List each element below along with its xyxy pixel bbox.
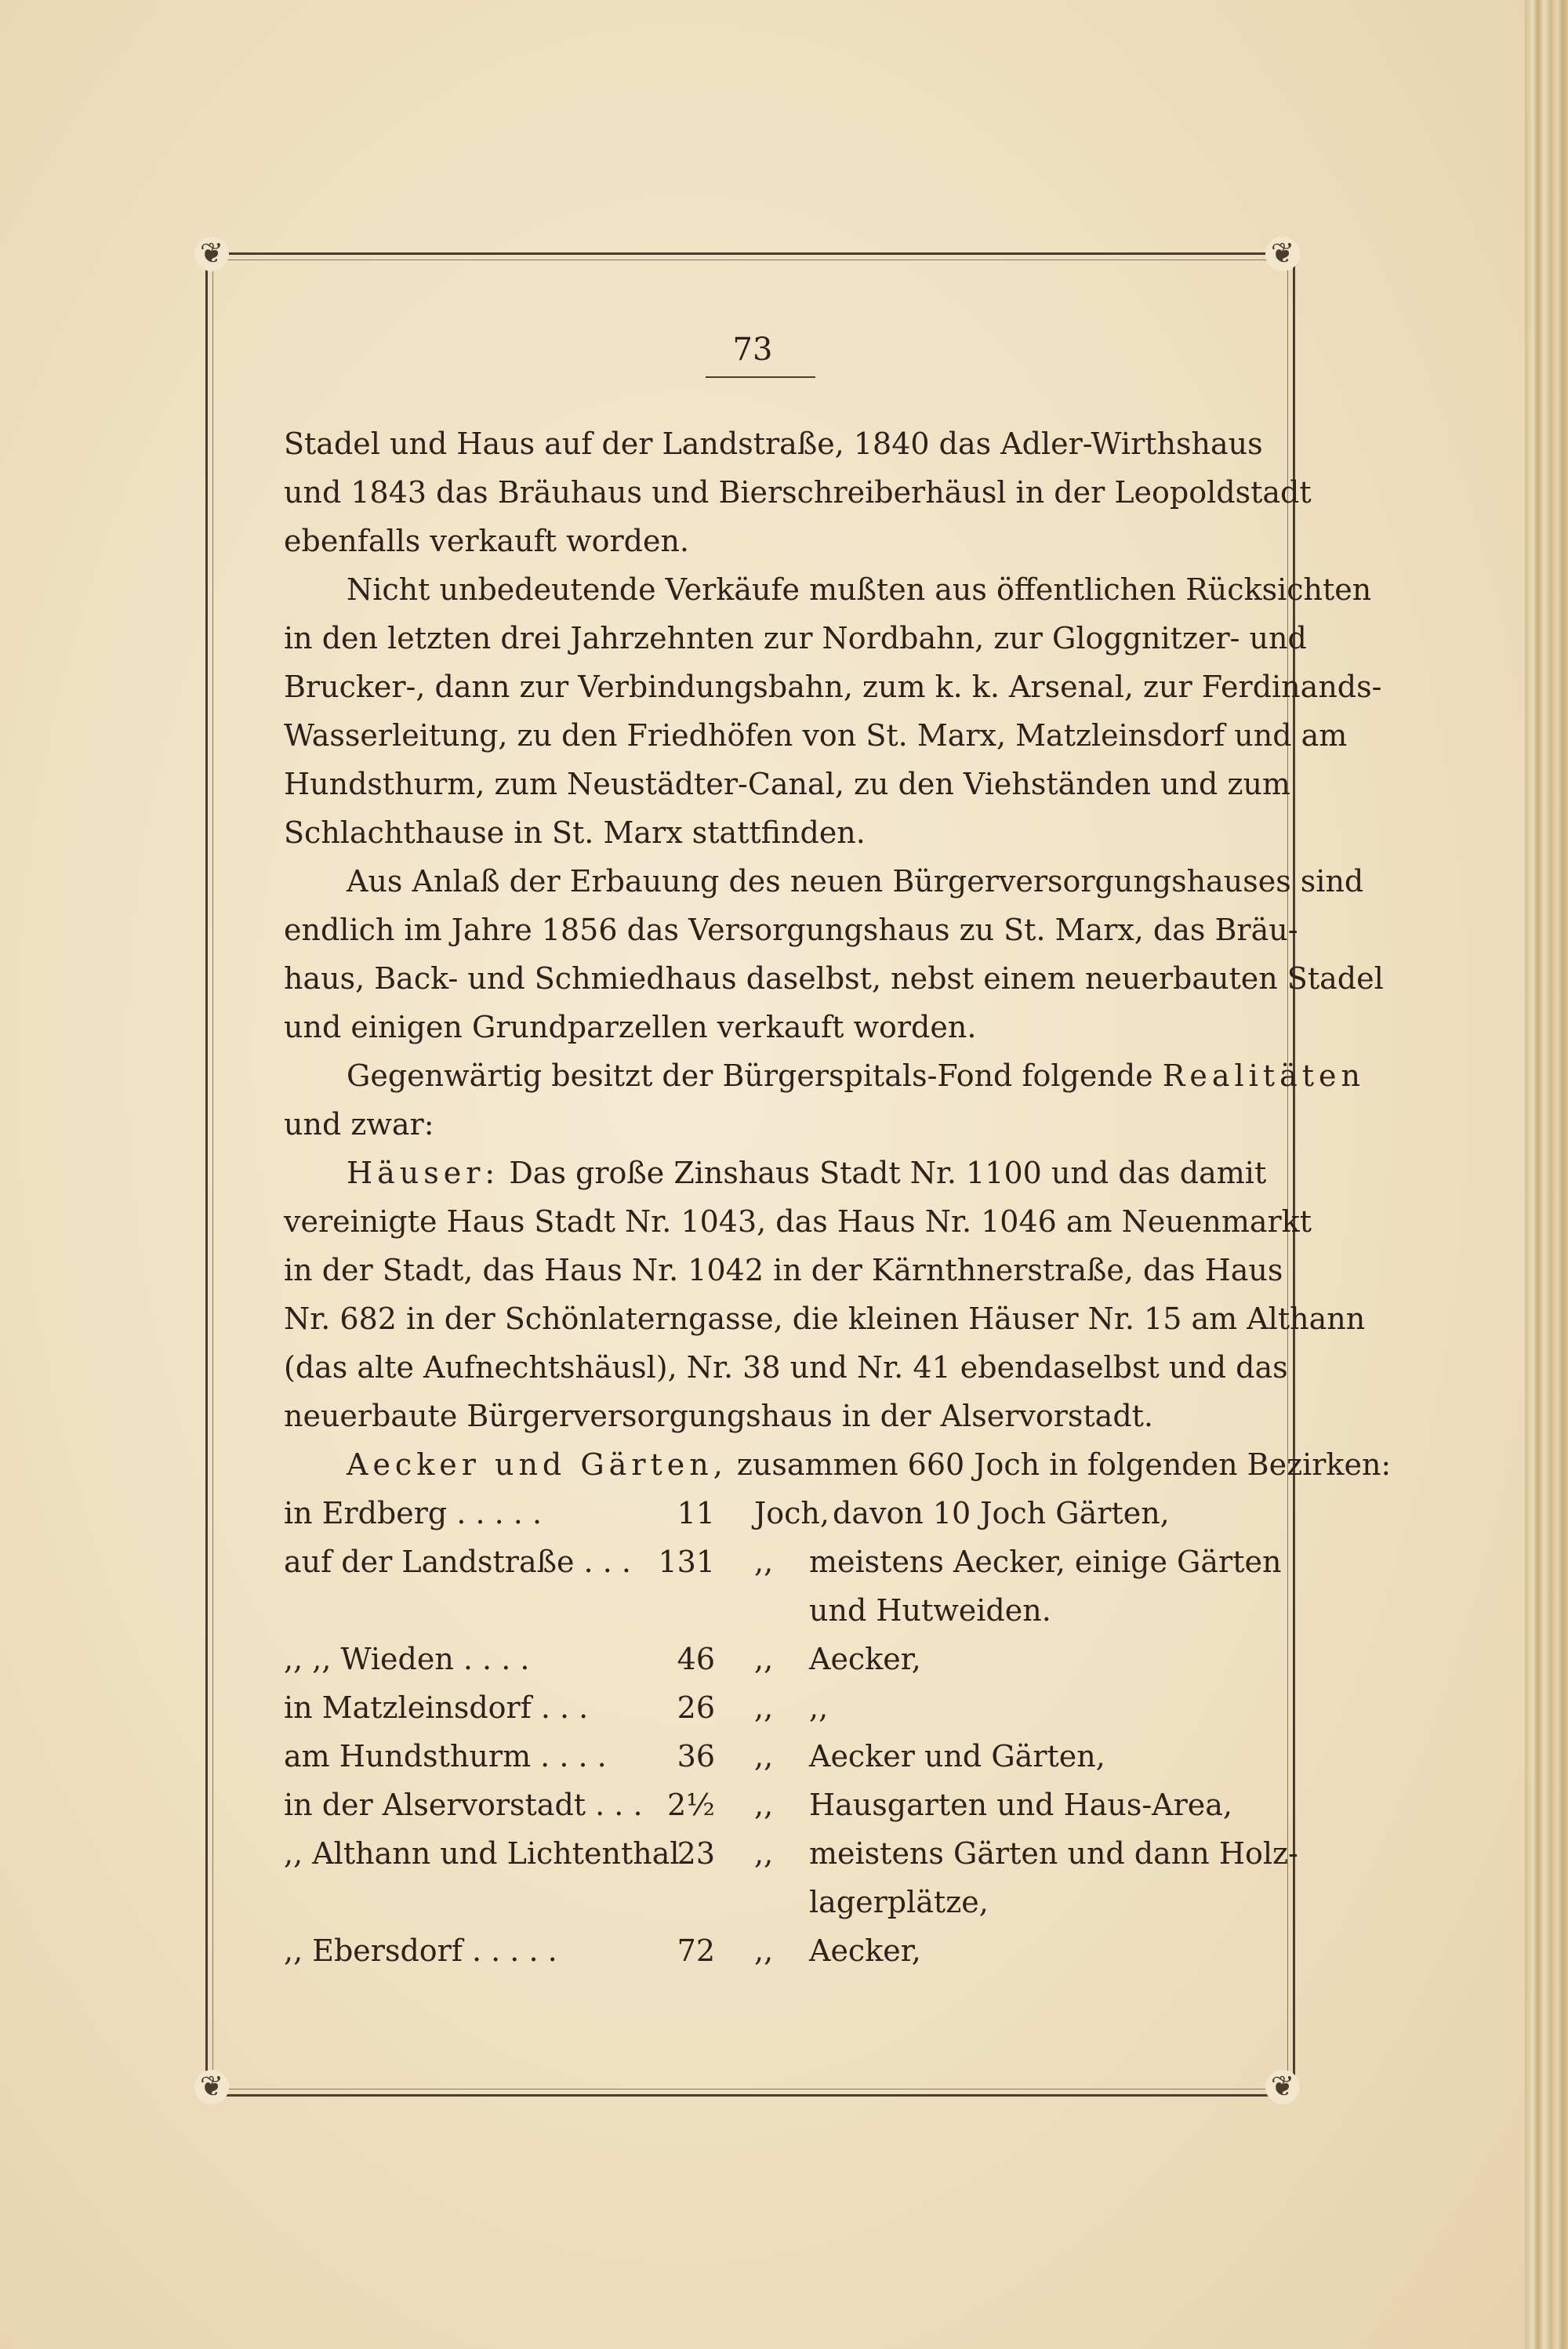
page-body (284, 419, 1392, 1975)
table-place: auf der Landstraße . . . (284, 1545, 631, 1579)
land-table (284, 1489, 1298, 1975)
table-unit: ,, (754, 1545, 774, 1579)
text-line: Hundsthurm, zum Neustädter-Canal, zu den Viehständen und zum (284, 767, 1290, 801)
table-description: meistens Aecker, einige Gärten (809, 1545, 1282, 1579)
table-unit: Joch, (754, 1496, 829, 1530)
table-description: ,, (809, 1690, 829, 1725)
table-amount: 26 (677, 1690, 715, 1725)
corner-ornament-icon: ❦ (1265, 2070, 1300, 2104)
table-place: am Hundsthurm . . . . (284, 1739, 607, 1774)
table-place: ,, ,, Wieden . . . . (284, 1642, 530, 1676)
table-place: in Erdberg . . . . . (284, 1496, 543, 1530)
text-line: und zwar: (284, 1107, 434, 1142)
text-line: Wasserleitung, zu den Friedhöfen von St. Marx, Matzleinsdorf und am (284, 718, 1348, 753)
table-amount: 11 (677, 1496, 715, 1530)
table-unit: ,, (754, 1788, 774, 1822)
text-segment: Gegenwärtig besitzt der Bürgerspitals-Fond folgende (347, 1058, 1153, 1093)
table-unit: ,, (754, 1739, 774, 1774)
corner-ornament-icon: ❦ (1265, 237, 1300, 271)
text-line (284, 1149, 1267, 1197)
text-line: in der Stadt, das Haus Nr. 1042 in der Kärnthnerstraße, das Haus (284, 1253, 1283, 1287)
table-description: Aecker, (809, 1642, 921, 1676)
table-amount: 131 (658, 1545, 715, 1579)
table-amount: 2½ (666, 1788, 715, 1822)
text-line (284, 1440, 1392, 1489)
table-description: meistens Gärten und dann Holz- (809, 1836, 1298, 1871)
table-row (284, 1926, 1225, 1975)
table-row (284, 1829, 1298, 1878)
table-unit: ,, (754, 1933, 774, 1968)
spaced-emphasis: Realitäten (1162, 1058, 1365, 1093)
table-amount: 23 (677, 1836, 715, 1871)
table-unit: ,, (754, 1836, 774, 1871)
table-amount: 46 (677, 1642, 715, 1676)
table-description-continued: und Hutweiden. (809, 1593, 1051, 1628)
text-line: vereinigte Haus Stadt Nr. 1043, das Haus Nr. 1046 am Neuenmarkt (284, 1204, 1312, 1239)
table-row (284, 1732, 1225, 1781)
table-amount: 36 (677, 1739, 715, 1774)
table-description: davon 10 Joch Gärten, (833, 1496, 1170, 1530)
text-line: haus, Back- und Schmiedhaus daselbst, nebst einem neuerbauten Stadel (284, 961, 1384, 996)
text-line: Nr. 682 in der Schönlaterngasse, die kleinen Häuser Nr. 15 am Althann (284, 1302, 1366, 1336)
table-row (284, 1489, 1225, 1538)
section-heading: Aecker und Gärten, (347, 1447, 728, 1482)
text-line: in den letzten drei Jahrzehnten zur Nordbahn, zur Gloggnitzer- und (284, 621, 1307, 655)
table-place: ,, Althann und Lichtenthal (284, 1836, 680, 1871)
table-row (284, 1781, 1233, 1829)
text-line: Nicht unbedeutende Verkäufe mußten aus öffentlichen Rücksichten (347, 572, 1372, 607)
book-gutter (1525, 0, 1568, 2349)
corner-ornament-icon: ❦ (194, 237, 229, 271)
table-row (284, 1635, 1225, 1683)
table-description: Aecker, (809, 1933, 921, 1968)
table-place: in der Alservorstadt . . . (284, 1788, 643, 1822)
text-line: Stadel und Haus auf der Landstraße, 1840 das Adler-Wirthshaus (284, 427, 1263, 461)
table-row (284, 1538, 1282, 1586)
text-segment: zusammen 660 Joch in folgenden Bezirken: (736, 1447, 1392, 1482)
table-row (284, 1586, 1225, 1635)
text-line: ebenfalls verkauft worden. (284, 524, 690, 558)
text-line: Schlachthause in St. Marx stattfinden. (284, 815, 866, 850)
table-row (284, 1878, 1225, 1926)
text-line: endlich im Jahre 1856 das Versorgungshaus zu St. Marx, das Bräu- (284, 913, 1298, 947)
table-amount: 72 (677, 1933, 715, 1968)
table-description-continued: lagerplätze, (809, 1885, 989, 1919)
table-unit: ,, (754, 1642, 774, 1676)
text-line: neuerbaute Bürgerversorgungshaus in der Alservorstadt. (284, 1399, 1153, 1433)
page-number-rule (706, 376, 815, 378)
table-description: Hausgarten und Haus-Area, (809, 1788, 1233, 1822)
text-line: und einigen Grundparzellen verkauft worden. (284, 1010, 977, 1044)
table-unit: ,, (754, 1690, 774, 1725)
page-number: 73 (732, 332, 773, 368)
text-line: und 1843 das Bräuhaus und Bierschreiberhäusl in der Leopoldstadt (284, 475, 1312, 510)
text-segment: Das große Zinshaus Stadt Nr. 1100 und das damit (509, 1156, 1267, 1190)
text-line (284, 1051, 1365, 1100)
table-row (284, 1683, 1225, 1732)
table-place: ,, Ebersdorf . . . . . (284, 1933, 557, 1968)
text-line: (das alte Aufnechtshäusl), Nr. 38 und Nr. 41 ebendaselbst und das (284, 1350, 1288, 1385)
text-line: Brucker-, dann zur Verbindungsbahn, zum k. k. Arsenal, zur Ferdinands- (284, 670, 1382, 704)
section-heading: Häuser: (347, 1156, 500, 1190)
text-line: Aus Anlaß der Erbauung des neuen Bürgerversorgungshauses sind (347, 864, 1364, 899)
corner-ornament-icon: ❦ (194, 2070, 229, 2104)
table-place: in Matzleinsdorf . . . (284, 1690, 589, 1725)
table-description: Aecker und Gärten, (809, 1739, 1105, 1774)
